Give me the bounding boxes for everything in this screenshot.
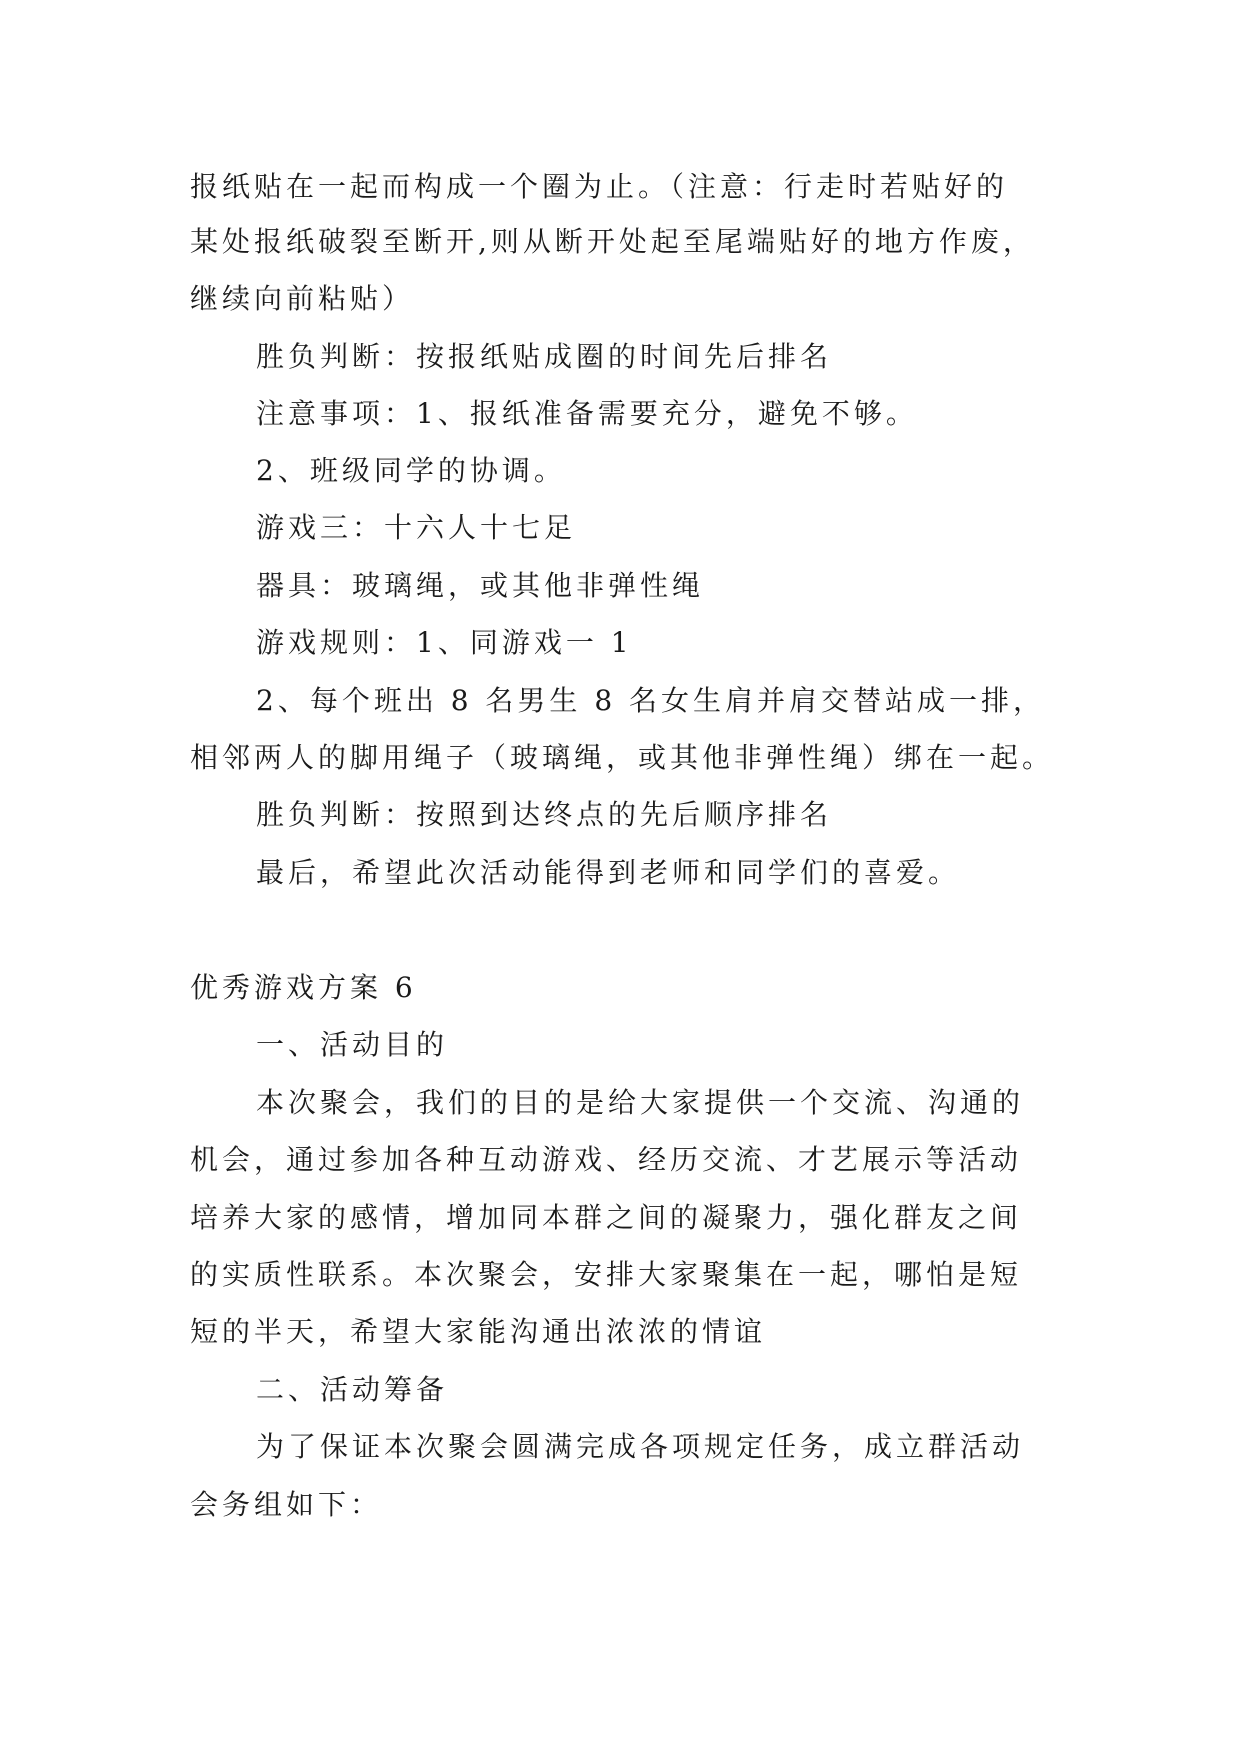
subheading: 二、活动筹备 <box>256 1373 449 1406</box>
body-text-line: 2、班级同学的协调。 <box>256 454 566 487</box>
section-title: 优秀游戏方案 6 <box>190 971 417 1004</box>
body-text-line: 继续向前粘贴） <box>190 282 415 315</box>
body-text-line: 为了保证本次聚会圆满完成各项规定任务，成立群活动 <box>256 1430 1025 1463</box>
body-text-line: 的实质性联系。本次聚会，安排大家聚集在一起，哪怕是短 <box>190 1258 1023 1291</box>
body-text-line: 培养大家的感情，增加同本群之间的凝聚力，强化群友之间 <box>190 1201 1023 1234</box>
body-text-line: 胜负判断：按报纸贴成圈的时间先后排名 <box>256 340 833 373</box>
body-text-line: 某处报纸破裂至断开,则从断开处起至尾端贴好的地方作废， <box>190 225 1035 258</box>
body-text-line: 本次聚会，我们的目的是给大家提供一个交流、沟通的 <box>256 1086 1025 1119</box>
body-text-line: 注意事项：1、报纸准备需要充分，避免不够。 <box>256 397 918 430</box>
body-text-line: 相邻两人的脚用绳子（玻璃绳，或其他非弹性绳）绑在一起。 <box>190 741 1055 774</box>
body-text-line: 机会，通过参加各种互动游戏、经历交流、才艺展示等活动 <box>190 1143 1023 1176</box>
body-text-line: 会务组如下： <box>190 1488 383 1521</box>
body-text-line: 报纸贴在一起而构成一个圈为止。（注意：行走时若贴好的 <box>190 170 1009 203</box>
body-text-line: 器具：玻璃绳，或其他非弹性绳 <box>256 569 705 602</box>
body-text-line: 短的半天，希望大家能沟通出浓浓的情谊 <box>190 1315 767 1348</box>
body-text-line: 最后，希望此次活动能得到老师和同学们的喜爱。 <box>256 856 961 889</box>
subheading: 一、活动目的 <box>256 1028 449 1061</box>
body-text-line: 游戏规则：1、同游戏一 1 <box>256 626 633 659</box>
body-text-line: 2、每个班出 8 名男生 8 名女生肩并肩交替站成一排， <box>256 684 1046 717</box>
body-text-line: 胜负判断：按照到达终点的先后顺序排名 <box>256 798 833 831</box>
body-text-line: 游戏三：十六人十七足 <box>256 511 577 544</box>
